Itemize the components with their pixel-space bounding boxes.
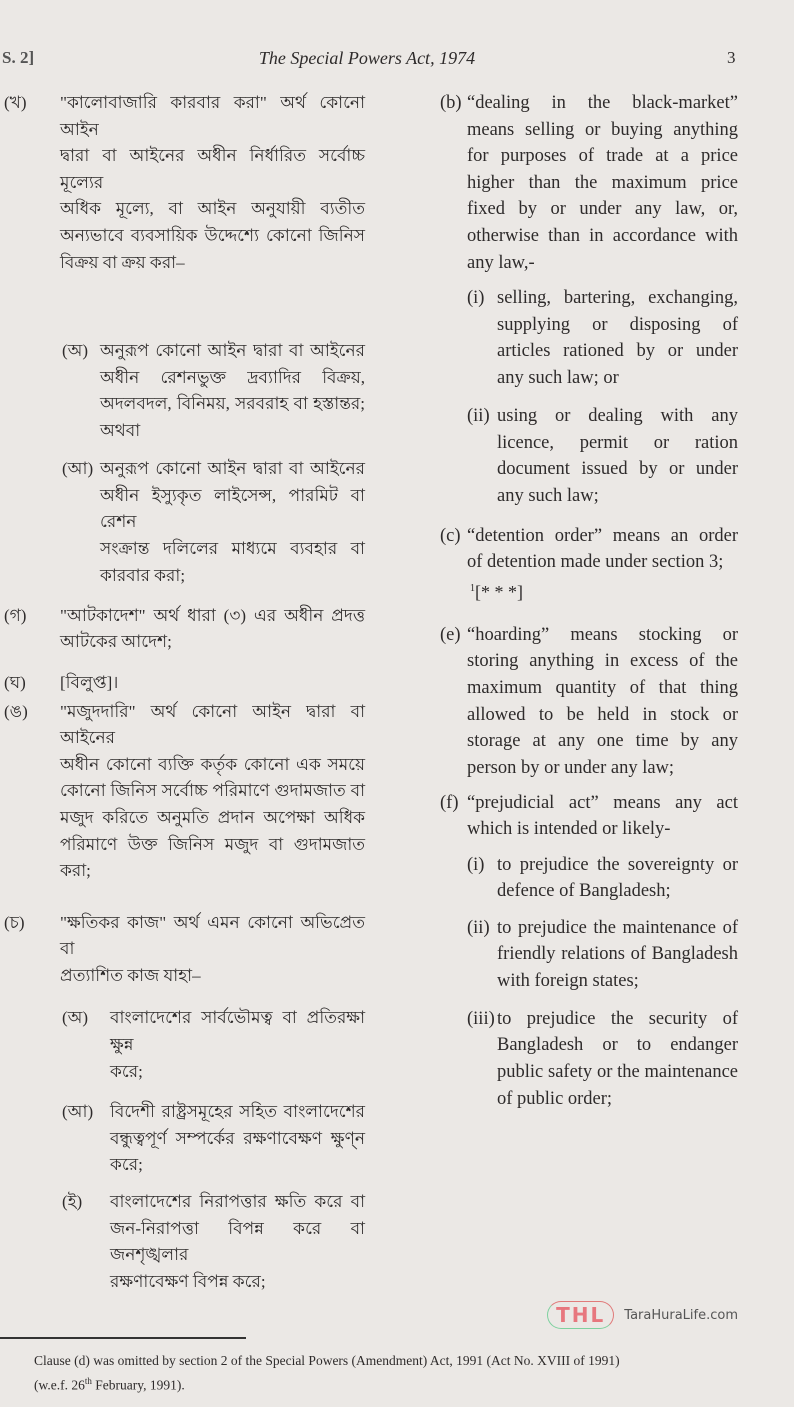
clause (0, 1189, 365, 1295)
clause-text (60, 603, 365, 656)
watermark-site: TaraHuraLife.com (624, 1307, 738, 1323)
clause-label: (অ) (62, 341, 89, 361)
clause-text (497, 285, 738, 391)
clause-label: (ii) (467, 405, 490, 426)
footnote-line-2: (w.e.f. 26th February, 1991). (34, 1375, 185, 1393)
text-line: "মজুদদারি" অর্থ কোনো আইন দ্বারা বা আইনের (60, 701, 365, 748)
clause-text (497, 915, 738, 995)
clause-text (467, 523, 738, 576)
text-line: document issued by or under (497, 459, 738, 480)
text-line: which is intended or likely- (467, 819, 671, 840)
text-line: articles rationed by or under (497, 341, 738, 362)
clause-label: (ii) (467, 917, 490, 938)
text-line: বাংলাদেশের নিরাপত্তার ক্ষতি করে বা (110, 1191, 365, 1211)
clause-text (60, 910, 365, 990)
clause (440, 285, 738, 391)
clause (0, 338, 365, 444)
text-line: maximum quantity of that thing (467, 678, 738, 699)
clause-label: (খ) (4, 93, 27, 112)
clause-label: (c) (440, 525, 461, 546)
clause-label: (i) (467, 287, 485, 308)
clause (440, 852, 738, 905)
clause-text (497, 1006, 738, 1112)
text-line: supplying or disposing of (497, 314, 738, 335)
text-line: অধিক মূল্যে, বা আইন অনুযায়ী ব্যতীত (60, 199, 365, 219)
text-line: [বিলুপ্ত]। (60, 672, 119, 692)
clause-label: (e) (440, 624, 461, 645)
omitted-clause-text: [* * *] (475, 582, 523, 603)
text-line: person by or under any law; (467, 757, 675, 778)
text-line: প্রত্যাশিত কাজ যাহা– (60, 966, 201, 985)
clause (440, 622, 738, 782)
text-line: any law,- (467, 252, 535, 273)
text-line: করে; (110, 1061, 143, 1081)
clause-text (60, 90, 365, 276)
text-line: “detention order” means an order (467, 525, 738, 546)
clause-text (467, 790, 738, 843)
clause (0, 670, 365, 697)
clause-text (467, 622, 738, 782)
clause (0, 1005, 365, 1085)
clause-label: (ঙ) (4, 701, 28, 721)
text-line: কারবার করা; (100, 565, 186, 585)
text-line: বিদেশী রাষ্ট্রসমূহের সহিত বাংলাদেশের (110, 1101, 365, 1121)
text-line: রক্ষণাবেক্ষণ বিপন্ন করে; (110, 1271, 266, 1291)
bengali-column (0, 90, 365, 1295)
footnote-line-1: Clause (d) was omitted by section 2 of the Special Powers (Amendment) Act, 1991 (Act No. XVIII of 1991) (34, 1352, 620, 1368)
clause-label: (b) (440, 93, 462, 113)
clause (440, 915, 738, 995)
page-number: 3 (727, 48, 736, 67)
text-line: "কালোবাজারি কারবার করা" অর্থ কোনো আইন (60, 93, 365, 139)
text-line: defence of Bangladesh; (497, 881, 671, 902)
text-line: অদলবদল, বিনিময়, সরবরাহ বা হস্তান্তর; (100, 394, 365, 414)
clause (0, 1099, 365, 1179)
clause-label: (iii) (467, 1008, 495, 1029)
text-line: মজুদ করিতে অনুমতি প্রদান অপেক্ষা অধিক (60, 808, 365, 828)
clause (440, 790, 738, 843)
text-line: পরিমাণে উক্ত জিনিস মজুদ বা গুদামজাত করা; (60, 834, 365, 881)
text-line: দ্বারা বা আইনের অধীন নির্ধারিত সর্বোচ্চ মূল্যের (60, 146, 365, 192)
text-line: অনুরূপ কোনো আইন দ্বারা বা আইনের (100, 341, 365, 361)
text-line: অধীন ইস্যুকৃত লাইসেন্স, পারমিট বা রেশন (100, 485, 365, 532)
text-line: কোনো জিনিস সর্বোচ্চ পরিমাণে গুদামজাত বা (60, 781, 365, 801)
clause-text (100, 338, 365, 444)
clause-text (467, 90, 738, 276)
page-title: The Special Powers Act, 1974 (258, 48, 476, 68)
text-line: আটকের আদেশ; (60, 632, 172, 652)
text-line: "ক্ষতিকর কাজ" অর্থ এমন কোনো অভিপ্রেত বা (60, 912, 365, 959)
clause (0, 90, 365, 276)
text-line: public safety or the maintenance (497, 1061, 738, 1082)
clause-text (60, 670, 365, 697)
english-column (440, 90, 738, 1112)
clause-label: (আ) (62, 459, 94, 479)
text-line: means selling or buying anything (467, 119, 738, 140)
text-line: licence, permit or ration (497, 432, 738, 453)
clause-text (110, 1189, 365, 1295)
section-reference: S. 2] (2, 48, 35, 67)
watermark-logo-text: THL (547, 1301, 614, 1329)
clause-text (100, 456, 365, 589)
text-line: জন-নিরাপত্তা বিপন্ন করে বা জনশৃঙ্খলার (110, 1218, 365, 1265)
text-line: friendly relations of Bangladesh (497, 944, 738, 965)
text-line: অন্যভাবে ব্যবসায়িক উদ্দেশ্যে কোনো জিনিস (60, 225, 365, 245)
page-header (0, 0, 794, 90)
text-line: using or dealing with any (497, 405, 738, 426)
clause (0, 699, 365, 885)
clause (440, 90, 738, 276)
clause (0, 456, 365, 589)
clause (440, 1006, 738, 1112)
text-line: “prejudicial act” means any act (467, 792, 738, 813)
text-line: অনুরূপ কোনো আইন দ্বারা বা আইনের (100, 459, 365, 479)
two-column-body (0, 90, 794, 1295)
text-line: fixed by or under any law, or, (467, 199, 738, 220)
text-line: “hoarding” means stocking or (467, 624, 738, 645)
clause-label: (f) (440, 792, 459, 813)
text-line: "আটকাদেশ" অর্থ ধারা (৩) এর অধীন প্রদত্ত (60, 605, 365, 625)
clause-label: (ই) (62, 1191, 83, 1211)
clause (0, 603, 365, 656)
footnote (0, 1339, 794, 1407)
clause-label: (অ) (62, 1008, 89, 1028)
text-line: otherwise than in accordance with (467, 225, 738, 246)
text-line: allowed to be held in stock or (467, 704, 738, 725)
text-line: to prejudice the sovereignty or (497, 854, 738, 875)
text-line: storage at any one time by any (467, 731, 738, 752)
clause-label: (আ) (62, 1101, 94, 1121)
clause-text (110, 1099, 365, 1179)
clause (440, 523, 738, 576)
clause-label: (ঘ) (4, 672, 26, 692)
text-line: অধীন রেশনভুক্ত দ্রব্যাদির বিক্রয়, (100, 367, 365, 387)
text-line: any such law; or (497, 367, 619, 388)
text-line: any such law; (497, 485, 599, 506)
clause-text (497, 852, 738, 905)
text-line: with foreign states; (497, 970, 639, 991)
text-line: storing anything in excess of the (467, 651, 738, 672)
text-line: of public order; (497, 1088, 613, 1109)
text-line: অথবা (100, 420, 141, 440)
text-line: of detention made under section 3; (467, 552, 724, 573)
clause-label: (চ) (4, 912, 25, 932)
text-line: higher than the maximum price (467, 172, 738, 193)
clause-label: (গ) (4, 605, 27, 625)
clause-text (60, 699, 365, 885)
clause (0, 910, 365, 990)
text-line: সংক্রান্ত দলিলের মাধ্যমে ব্যবহার বা (100, 538, 365, 558)
text-line: বন্ধুত্বপূর্ণ সম্পর্কের রক্ষণাবেক্ষণ ক্ষুণ্ন (110, 1128, 365, 1148)
omitted-clause-marker (440, 576, 738, 606)
watermark-logo (0, 1301, 794, 1329)
clause-text (110, 1005, 365, 1085)
text-line: করে; (110, 1155, 143, 1175)
text-line: বিক্রয় বা ক্রয় করা– (60, 252, 185, 272)
text-line: “dealing in the black-market” (467, 93, 738, 113)
text-line: for purposes of trade at a price (467, 146, 738, 167)
footnote-mark: 1 (470, 583, 475, 595)
text-line: অধীন কোনো ব্যক্তি কর্তৃক কোনো এক সময়ে (60, 754, 365, 774)
text-line: to prejudice the security of (497, 1008, 738, 1029)
clause (440, 403, 738, 509)
text-line: Bangladesh or to endanger (497, 1035, 738, 1056)
clause-label: (i) (467, 854, 485, 875)
text-line: to prejudice the maintenance of (497, 917, 738, 938)
text-line: বাংলাদেশের সার্বভৌমত্ব বা প্রতিরক্ষা ক্ষুন্ন (110, 1008, 365, 1054)
clause-text (497, 403, 738, 509)
text-line: selling, bartering, exchanging, (497, 287, 738, 308)
